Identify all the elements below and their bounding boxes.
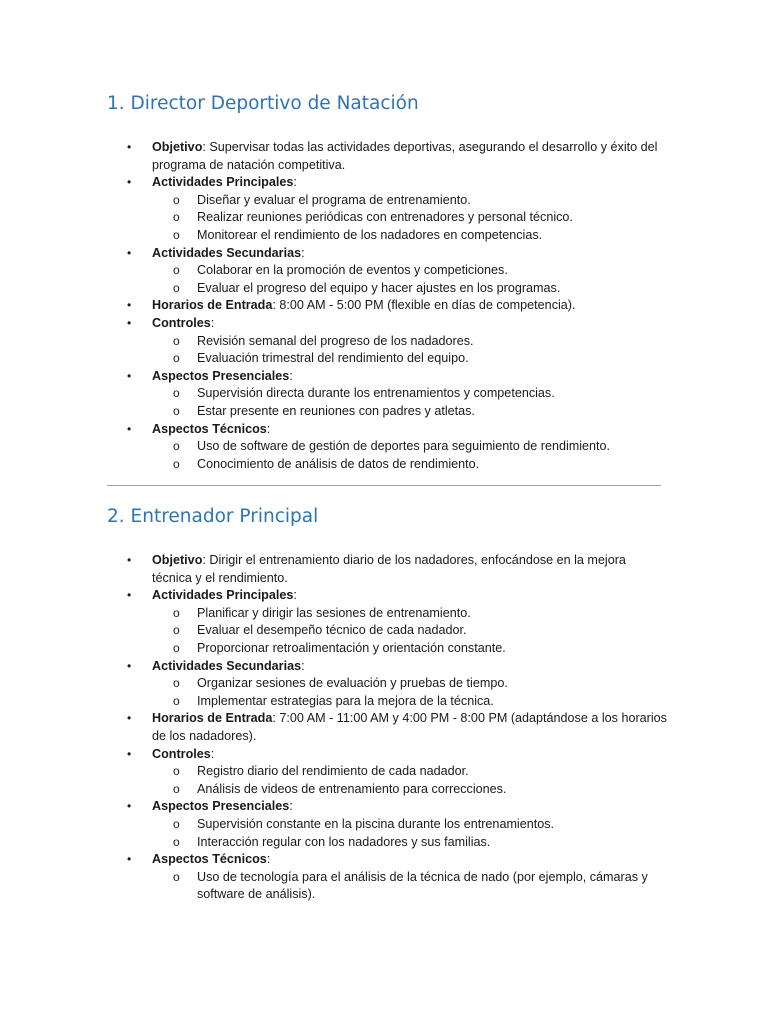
sub-bullet-icon: o xyxy=(173,351,180,366)
sub-item-text: Diseñar y evaluar el programa de entrenamiento. xyxy=(197,192,471,207)
sub-item-text: Implementar estrategias para la mejora de la técnica. xyxy=(197,693,494,708)
item-text: : xyxy=(293,588,297,603)
item-text: : xyxy=(293,175,297,190)
bullet-icon: • xyxy=(127,368,132,383)
sub-list-item xyxy=(152,834,667,852)
bullet-icon: • xyxy=(127,245,132,260)
bullet-icon: • xyxy=(127,553,132,567)
item-text: : xyxy=(289,799,293,814)
sub-bullet-icon: o xyxy=(173,693,180,708)
sub-list-item xyxy=(152,333,667,351)
bullet-icon: • xyxy=(127,799,132,814)
item-label: Actividades Principales xyxy=(152,588,294,603)
bullet-icon: • xyxy=(127,140,132,154)
sub-list xyxy=(152,192,667,245)
sub-item-text: Interacción regular con los nadadores y sus familias. xyxy=(197,834,491,849)
sub-list-item xyxy=(152,640,667,658)
sub-list-item xyxy=(152,209,667,227)
sub-bullet-icon: o xyxy=(173,210,180,225)
sub-bullet-icon: o xyxy=(173,227,180,242)
sub-list-item xyxy=(152,227,667,245)
sub-list-item xyxy=(152,622,667,640)
sub-list-item xyxy=(152,280,667,298)
sub-bullet-icon: o xyxy=(173,764,180,779)
item-text: : Dirigir el entrenamiento diario de los nadadores, enfocándose en la mejora técnica y el rendimiento. xyxy=(152,553,626,585)
item-label: Objetivo xyxy=(152,553,203,567)
sub-bullet-icon: o xyxy=(173,192,180,207)
sub-list-item xyxy=(152,675,667,693)
list-item xyxy=(107,798,667,851)
sub-list-item xyxy=(152,693,667,711)
section-entrenador-principal xyxy=(107,505,667,904)
list-item xyxy=(107,421,667,474)
item-text: : xyxy=(301,658,305,673)
item-label: Actividades Secundarias xyxy=(152,658,302,673)
sub-bullet-icon: o xyxy=(173,605,180,620)
sub-item-text: Planificar y dirigir las sesiones de entrenamiento. xyxy=(197,605,471,620)
item-label: Actividades Principales xyxy=(152,175,294,190)
list-item xyxy=(107,587,667,657)
list-item xyxy=(107,297,667,315)
sub-bullet-icon: o xyxy=(173,640,180,655)
sub-bullet-icon: o xyxy=(173,676,180,691)
item-label: Aspectos Presenciales xyxy=(152,799,290,814)
list-item xyxy=(107,368,667,421)
sub-item-text: Análisis de videos de entrenamiento para correcciones. xyxy=(197,781,507,796)
sub-bullet-icon: o xyxy=(173,816,180,831)
item-text: : Supervisar todas las actividades deportivas, asegurando el desarrollo y éxito del programa de natación competitiva. xyxy=(152,140,658,172)
item-text: : xyxy=(266,852,271,867)
sub-list-item xyxy=(152,763,667,781)
bullet-list xyxy=(107,139,667,473)
sub-bullet-icon: o xyxy=(173,403,180,418)
list-item xyxy=(107,315,667,368)
item-label: Actividades Secundarias xyxy=(152,245,302,260)
item-text: : 8:00 AM - 5:00 PM (flexible en días de competencia). xyxy=(272,298,576,313)
sub-item-text: Organizar sesiones de evaluación y pruebas de tiempo. xyxy=(197,676,508,691)
sub-list-item xyxy=(152,192,667,210)
sub-list-item xyxy=(152,438,667,456)
sub-item-text: Proporcionar retroalimentación y orientación constante. xyxy=(197,640,506,655)
list-item xyxy=(107,245,667,298)
section-director-deportivo xyxy=(107,92,667,473)
bullet-icon: • xyxy=(127,588,132,603)
sub-bullet-icon: o xyxy=(173,456,180,471)
sub-list xyxy=(152,333,667,368)
bullet-icon: • xyxy=(127,852,132,867)
item-label: Controles xyxy=(152,746,211,761)
sub-item-text: Evaluar el desempeño técnico de cada nadador. xyxy=(197,623,467,638)
sub-item-text: Monitorear el rendimiento de los nadadores en competencias. xyxy=(197,227,543,242)
sub-list-item xyxy=(152,605,667,623)
bullet-icon: • xyxy=(127,315,132,330)
sub-list xyxy=(152,262,667,297)
sub-item-text: Registro diario del rendimiento de cada nadador. xyxy=(197,764,469,779)
list-item xyxy=(107,139,667,174)
sub-bullet-icon: o xyxy=(173,263,180,278)
sub-bullet-icon: o xyxy=(173,280,180,295)
item-text: : xyxy=(210,315,215,330)
sub-item-text: Uso de tecnología para el análisis de la técnica de nado (por ejemplo, cámaras y software de análisis). xyxy=(197,869,648,902)
sub-item-text: Evaluación trimestral del rendimiento del equipo. xyxy=(197,351,469,366)
item-text: : xyxy=(289,368,293,383)
sub-list xyxy=(152,869,667,904)
sub-list-item xyxy=(152,869,667,904)
bullet-icon: • xyxy=(127,175,132,190)
sub-list-item xyxy=(152,350,667,368)
item-label: Aspectos Técnicos xyxy=(152,852,267,867)
item-text: : xyxy=(266,421,271,436)
item-label: Aspectos Presenciales xyxy=(152,368,290,383)
sub-bullet-icon: o xyxy=(173,386,180,401)
sub-item-text: Colaborar en la promoción de eventos y competiciones. xyxy=(197,263,508,278)
item-label: Controles xyxy=(152,315,211,330)
sub-list xyxy=(152,605,667,658)
item-text: : xyxy=(301,245,305,260)
sub-list-item xyxy=(152,816,667,834)
list-item xyxy=(107,710,667,745)
sub-bullet-icon: o xyxy=(173,333,180,348)
bullet-icon: • xyxy=(127,746,132,761)
sub-list xyxy=(152,385,667,420)
sub-item-text: Evaluar el progreso del equipo y hacer ajustes en los programas. xyxy=(197,280,561,295)
bullet-icon: • xyxy=(127,298,132,313)
list-item xyxy=(107,174,667,244)
list-item xyxy=(107,552,667,587)
sub-item-text: Realizar reuniones periódicas con entrenadores y personal técnico. xyxy=(197,210,573,225)
sub-bullet-icon: o xyxy=(173,781,180,796)
sub-bullet-icon: o xyxy=(173,623,180,638)
sub-list-item xyxy=(152,403,667,421)
section-divider xyxy=(107,485,661,486)
sub-bullet-icon: o xyxy=(173,834,180,849)
list-item xyxy=(107,746,667,799)
sub-list xyxy=(152,763,667,798)
sub-list xyxy=(152,816,667,851)
section-title: 2. Entrenador Principal xyxy=(107,506,319,527)
item-text: : 7:00 AM - 11:00 AM y 4:00 PM - 8:00 PM (adaptándose a los horarios de los nadadores). xyxy=(152,711,667,743)
sub-list-item xyxy=(152,385,667,403)
bullet-icon: • xyxy=(127,421,132,436)
sub-item-text: Supervisión directa durante los entrenamientos y competencias. xyxy=(197,386,555,401)
item-label: Objetivo xyxy=(152,140,203,154)
sub-list-item xyxy=(152,456,667,474)
sub-item-text: Uso de software de gestión de deportes para seguimiento de rendimiento. xyxy=(197,439,611,454)
sub-list-item xyxy=(152,262,667,280)
sub-item-text: Revisión semanal del progreso de los nadadores. xyxy=(197,333,474,348)
sub-bullet-icon: o xyxy=(173,869,180,884)
section-title: 1. Director Deportivo de Natación xyxy=(107,93,419,114)
item-label: Horarios de Entrada xyxy=(152,298,273,313)
sub-list xyxy=(152,675,667,710)
sub-item-text: Conocimiento de análisis de datos de rendimiento. xyxy=(197,456,480,471)
bullet-icon: • xyxy=(127,711,132,726)
bullet-list xyxy=(107,552,667,904)
sub-list xyxy=(152,438,667,473)
item-label: Horarios de Entrada xyxy=(152,711,273,726)
bullet-icon: • xyxy=(127,658,132,673)
item-text: : xyxy=(210,746,215,761)
sub-item-text: Supervisión constante en la piscina durante los entrenamientos. xyxy=(197,816,555,831)
item-label: Aspectos Técnicos xyxy=(152,421,267,436)
list-item xyxy=(107,851,667,904)
sub-bullet-icon: o xyxy=(173,439,180,454)
sub-item-text: Estar presente en reuniones con padres y atletas. xyxy=(197,403,475,418)
sub-list-item xyxy=(152,781,667,799)
list-item xyxy=(107,658,667,711)
